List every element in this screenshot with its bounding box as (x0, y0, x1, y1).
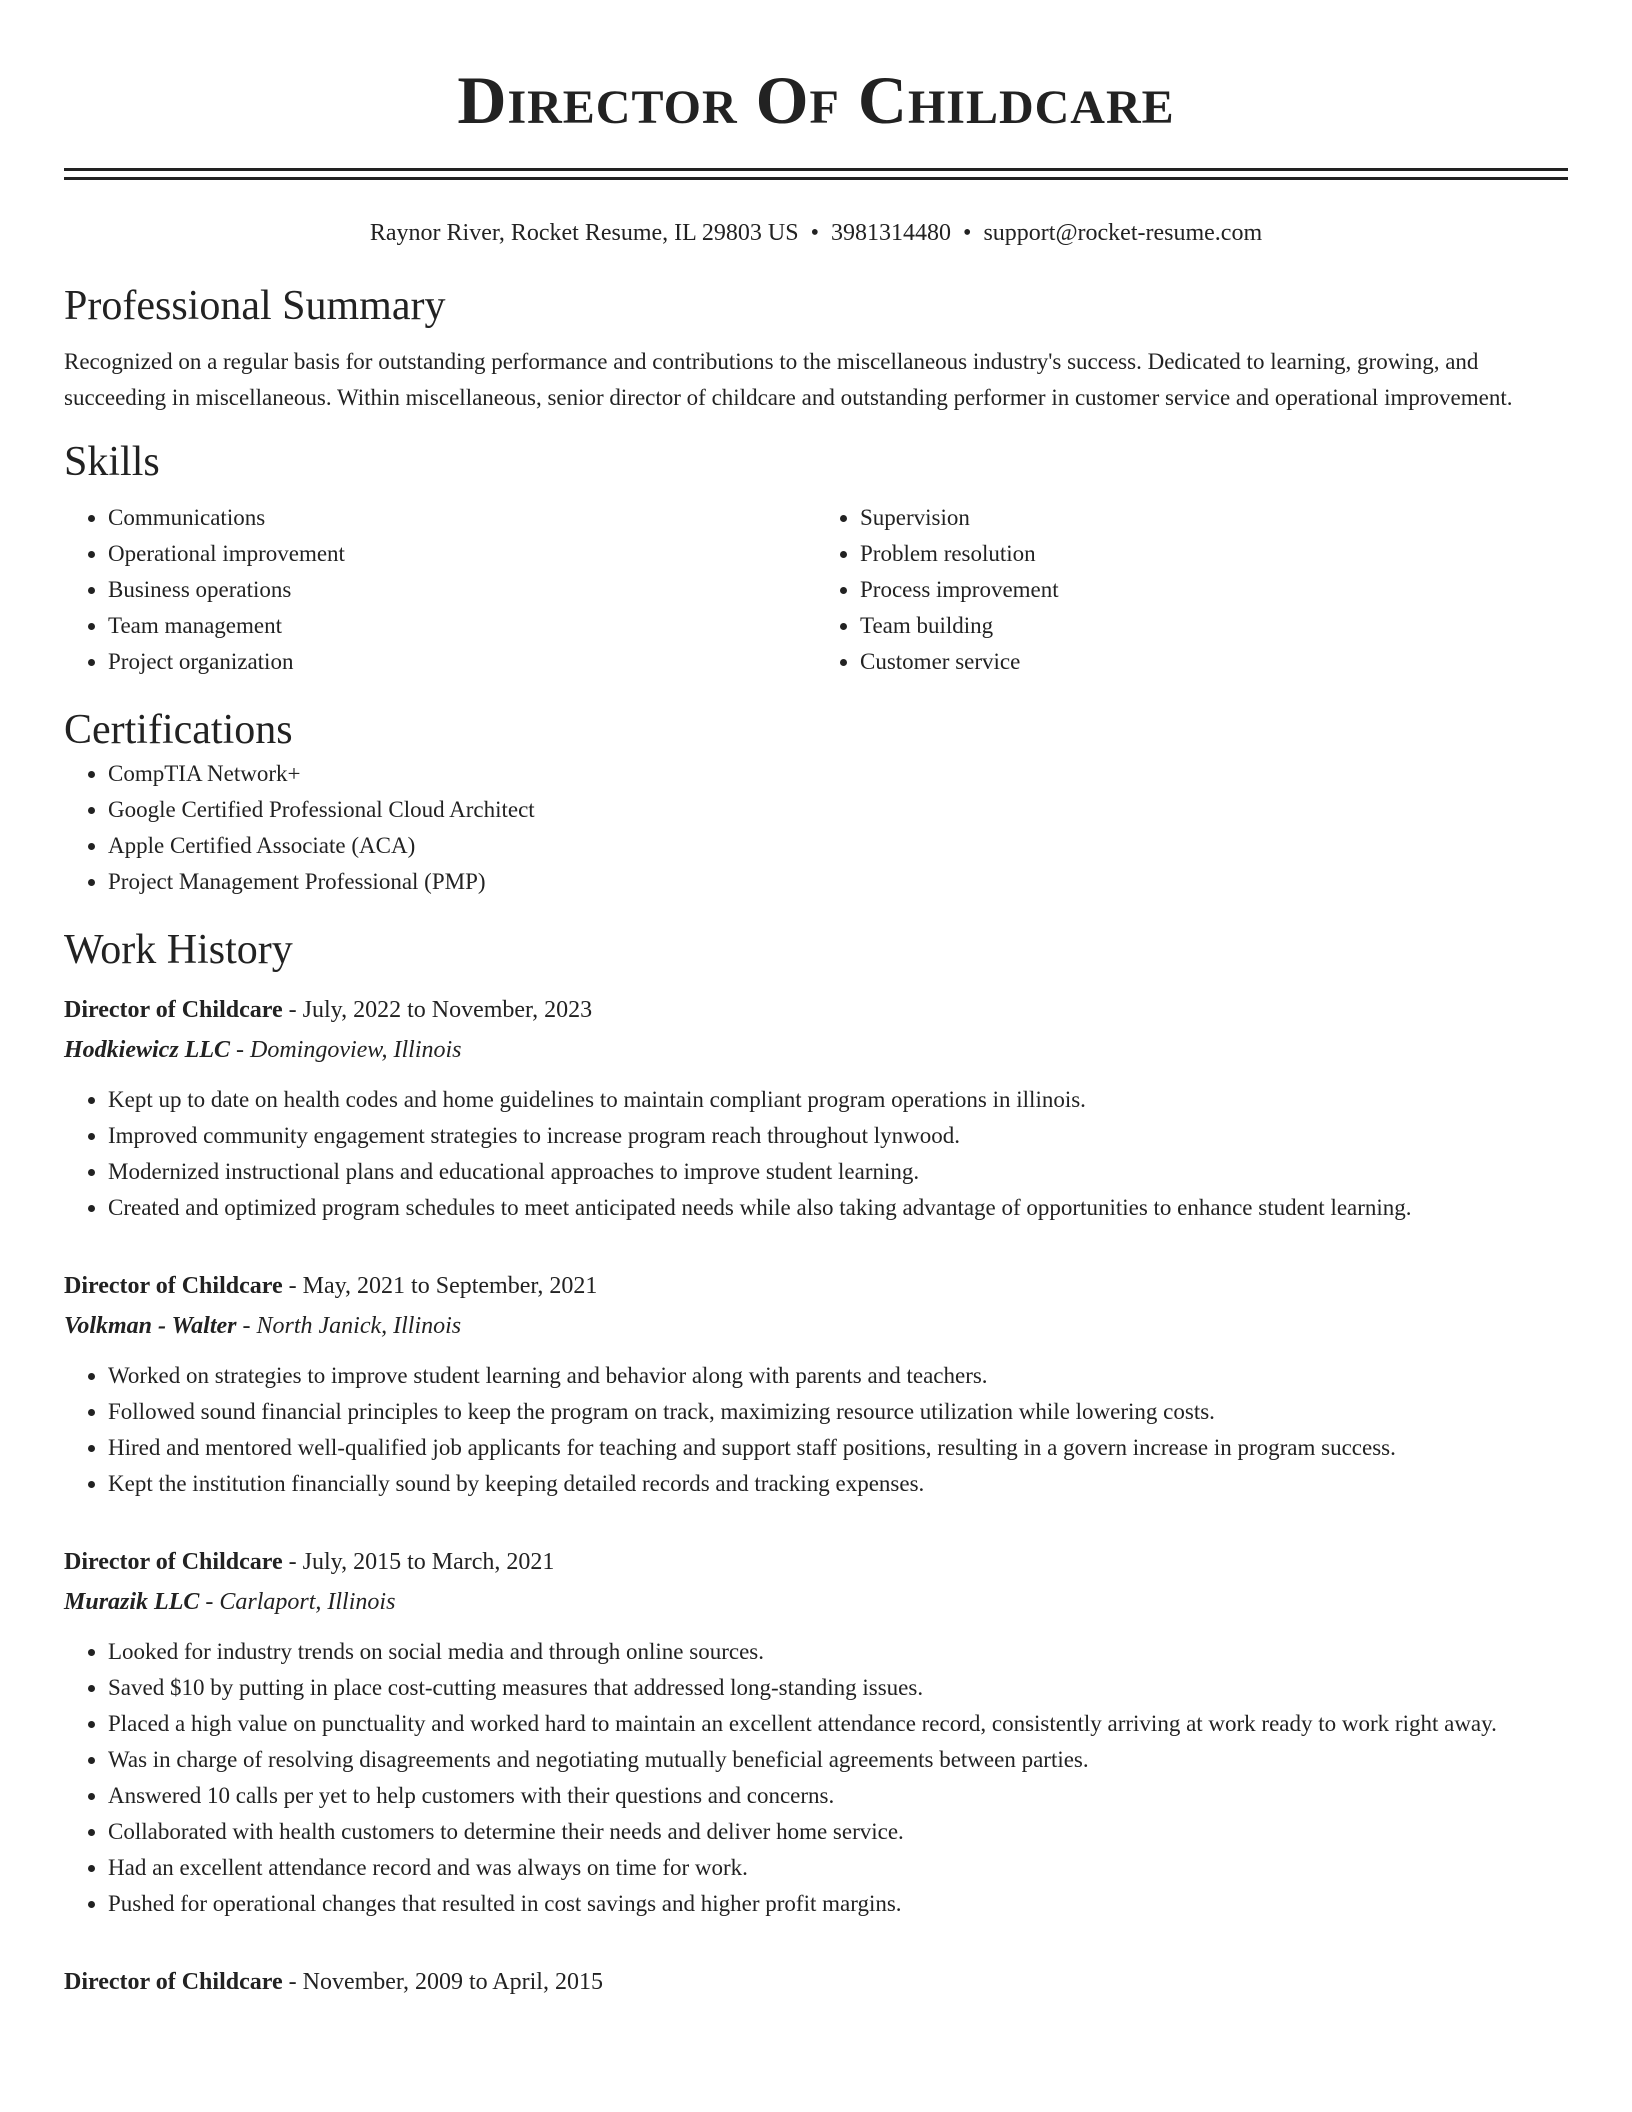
skill-item: • Customer service (860, 644, 1568, 680)
job-duty-item: • Hired and mentored well-qualified job applicants for teaching and support staff positions, resulting in a govern increase in program success. (108, 1430, 1568, 1466)
job-dates: July, 2015 to March, 2021 (302, 1549, 555, 1575)
job-duty-item: • Collaborated with health customers to determine their needs and deliver home service. (108, 1814, 1568, 1850)
job-duty-item: • Worked on strategies to improve student learning and behavior along with parents and teachers. (108, 1358, 1568, 1394)
certifications-list (64, 756, 1568, 900)
skill-item: • Problem resolution (860, 536, 1568, 572)
job-location: North Janick, Illinois (256, 1313, 462, 1339)
job-duty-item: • Kept the institution financially sound by keeping detailed records and tracking expenses. (108, 1466, 1568, 1502)
job-duty-item: • Placed a high value on punctuality and worked hard to maintain an excellent attendance record, consistently arriving at work ready to work right away. (108, 1706, 1568, 1742)
certifications-heading: Certifications (64, 707, 293, 753)
job-duties-list (64, 1634, 1568, 1922)
certification-item: • CompTIA Network+ (108, 756, 1568, 792)
job-company-line: Hodkiewicz LLC - Domingoview, Illinois (64, 1037, 462, 1063)
job-entry (64, 1266, 1568, 1502)
job-duty-item: • Kept up to date on health codes and home guidelines to maintain compliant program operations in illinois. (108, 1082, 1568, 1118)
job-company: Murazik LLC (64, 1589, 200, 1615)
job-duty-item: • Saved $10 by putting in place cost-cutting measures that addressed long-standing issues. (108, 1670, 1568, 1706)
job-company: Hodkiewicz LLC (64, 1037, 230, 1063)
job-title: Director of Childcare (64, 1273, 283, 1299)
job-location: Carlaport, Illinois (219, 1589, 396, 1615)
resume-page (64, 0, 1568, 2002)
contact-address: Raynor River, Rocket Resume, IL 29803 US (369, 220, 799, 246)
job-location: Domingoview, Illinois (249, 1037, 462, 1063)
job-duty-item: • Created and optimized program schedules to meet anticipated needs while also taking advantage of opportunities to enhance student learning. (108, 1190, 1568, 1226)
contact-line (64, 216, 1568, 250)
skill-item: • Supervision (860, 500, 1568, 536)
certification-item: • Google Certified Professional Cloud Architect (108, 792, 1568, 828)
certification-item: • Project Management Professional (PMP) (108, 864, 1568, 900)
title-rule-bottom (64, 177, 1568, 180)
job-company-line: Murazik LLC - Carlaport, Illinois (64, 1589, 396, 1615)
contact-phone: 3981314480 (831, 220, 952, 246)
job-duty-item: • Was in charge of resolving disagreements and negotiating mutually beneficial agreements between parties. (108, 1742, 1568, 1778)
skill-item: • Business operations (108, 572, 816, 608)
skills-list-right (816, 500, 1568, 680)
job-duty-item: • Had an excellent attendance record and was always on time for work. (108, 1850, 1568, 1886)
job-title-line: Director of Childcare - November, 2009 to April, 2015 (64, 1969, 603, 1995)
title-rule-top (64, 168, 1568, 171)
job-dates: May, 2021 to September, 2021 (302, 1273, 598, 1299)
job-title: Director of Childcare (64, 1549, 283, 1575)
job-duty-item: • Followed sound financial principles to keep the program on track, maximizing resource utilization while lowering costs. (108, 1394, 1568, 1430)
skills-columns (64, 500, 1568, 680)
skill-item: • Team management (108, 608, 816, 644)
job-duties-list (64, 1082, 1568, 1226)
job-duty-item: • Modernized instructional plans and educational approaches to improve student learning. (108, 1154, 1568, 1190)
job-title-line: Director of Childcare - July, 2022 to November, 2023 (64, 997, 593, 1023)
summary-heading: Professional Summary (64, 283, 446, 329)
job-duty-item: • Looked for industry trends on social media and through online sources. (108, 1634, 1568, 1670)
job-title: Director of Childcare (64, 997, 283, 1023)
skills-heading: Skills (64, 439, 160, 485)
contact-separator: • (810, 220, 820, 246)
job-title-line: Director of Childcare - July, 2015 to March, 2021 (64, 1549, 555, 1575)
skill-item: • Project organization (108, 644, 816, 680)
skill-item: • Process improvement (860, 572, 1568, 608)
job-dates: November, 2009 to April, 2015 (302, 1969, 603, 1995)
summary-text: Recognized on a regular basis for outstanding performance and contributions to the miscellaneous industry's success. Dedicated to learning, growing, and succeeding in miscellaneous. Within miscellaneous, senior director of childcare and outstanding performer in customer service and operational improvement. (64, 349, 1513, 410)
job-entry (64, 1962, 1568, 2002)
job-dates: July, 2022 to November, 2023 (302, 997, 593, 1023)
certification-item: • Apple Certified Associate (ACA) (108, 828, 1568, 864)
skill-item: • Communications (108, 500, 816, 536)
contact-email: support@rocket-resume.com (983, 220, 1263, 246)
job-company: Volkman - Walter (64, 1313, 237, 1339)
skill-item: • Team building (860, 608, 1568, 644)
resume-title: Director Of Childcare (457, 62, 1175, 138)
job-entry (64, 990, 1568, 1226)
job-duty-item: • Answered 10 calls per yet to help customers with their questions and concerns. (108, 1778, 1568, 1814)
skills-list-left (64, 500, 816, 680)
job-duties-list (64, 1358, 1568, 1502)
job-duty-item: • Improved community engagement strategies to increase program reach throughout lynwood. (108, 1118, 1568, 1154)
job-company-line: Volkman - Walter - North Janick, Illinois (64, 1313, 462, 1339)
contact-separator: • (963, 220, 972, 246)
job-title-line: Director of Childcare - May, 2021 to September, 2021 (64, 1273, 598, 1299)
skill-item: • Operational improvement (108, 536, 816, 572)
work-history-heading: Work History (64, 927, 293, 973)
job-duty-item: • Pushed for operational changes that resulted in cost savings and higher profit margins. (108, 1886, 1568, 1922)
job-title: Director of Childcare (64, 1969, 283, 1995)
job-entry (64, 1542, 1568, 1922)
